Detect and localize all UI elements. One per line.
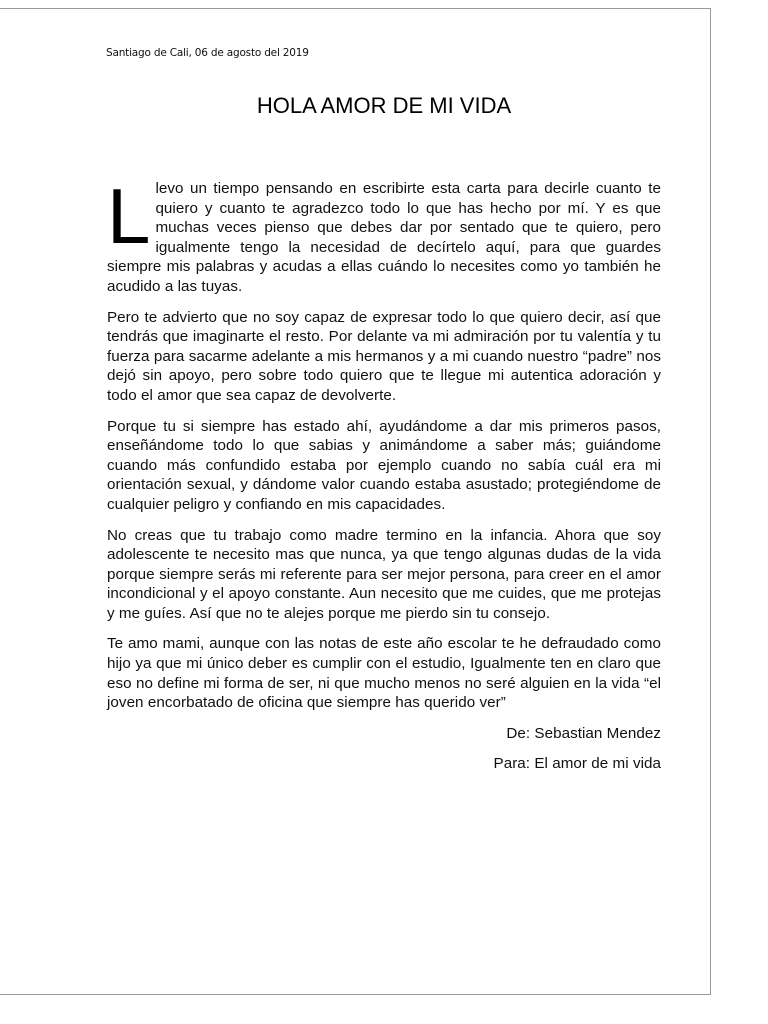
letter-body: [107, 172, 661, 785]
document-page: [0, 8, 711, 995]
paragraph-5: Te amo mami, aunque con las notas de este año escolar te he defraudado como hijo ya que mi único deber es cumplir con el estudio, Igualmente ten en claro que eso no define mi forma de ser, ni que mucho menos no seré alguien en la vida “el joven encorbatado de oficina que siempre has querido ver”: [107, 635, 661, 712]
paragraph-1-text: levo un tiempo pensando en escribirte esta carta para decirle cuanto te quiero y cuanto te agradezco todo lo que has hecho por mí. Y es que muchas veces pienso que debes dar por sentado que te quiero, pero igualmente tengo la necesidad de decírtelo aquí, para que guardes siempre mis palabras y acudas a ellas cuándo lo necesites como yo también he acudido a las tuyas.: [107, 180, 661, 295]
paragraph-1: [107, 172, 661, 297]
to-line: Para: El amor de mi vida: [493, 755, 661, 773]
paragraph-2: Pero te advierto que no soy capaz de expresar todo lo que quiero decir, así que tendrás que imaginarte el resto. Por delante va mi admiración por tu valentía y tu fuerza para sacarme adelante a mis hermanos y a mi cuando nuestro “padre” nos dejó sin apoyo, pero sobre todo quiero que te llegue mi autentica adoración y todo el amor que sea capaz de devolverte.: [107, 308, 661, 404]
paragraph-3: Porque tu si siempre has estado ahí, ayudándome a dar mis primeros pasos, enseñándome todo lo que sabias y animándome a saber más; guiándome cuando más confundido estaba por ejemplo cuando no sabía cuál era mi orientación sexual, y dándome valor cuando estaba asustado; protegiéndome de cualquier peligro y confiando en mis capacidades.: [107, 417, 661, 513]
drop-cap: L: [107, 172, 151, 260]
page-title: HOLA AMOR DE MI VIDA: [256, 93, 512, 118]
from-line: De: Sebastian Mendez: [506, 724, 661, 742]
date-line: Santiago de Cali, 06 de agosto del 2019: [106, 47, 309, 59]
paragraph-4: No creas que tu trabajo como madre termino en la infancia. Ahora que soy adolescente te necesito mas que nunca, ya que tengo algunas dudas de la vida porque siempre serás mi referente para ser mejor persona, para creer en el amor incondicional y el apoyo constante. Aun necesito que me cuides, que me protejas y me guíes. Así que no te alejes porque me pierdo sin tu consejo.: [107, 526, 661, 622]
